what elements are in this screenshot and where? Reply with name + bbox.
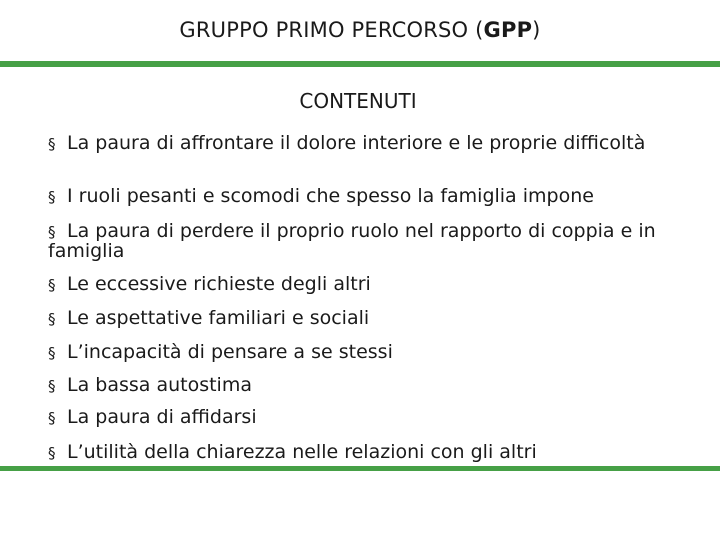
top-divider <box>0 61 720 67</box>
section-title: CONTENUTI <box>299 89 417 113</box>
list-item-text: La bassa autostima <box>67 374 252 396</box>
list-item <box>48 134 668 154</box>
bullet-icon: § <box>48 188 56 206</box>
bullet-icon: § <box>48 310 56 328</box>
list-item-text: I ruoli pesanti e scomodi che spesso la famiglia impone <box>67 185 594 207</box>
bullet-icon: § <box>48 344 56 362</box>
list-item-text: La paura di perdere il proprio ruolo nel rapporto di coppia e in famiglia <box>48 220 656 262</box>
list-item-text: La paura di affrontare il dolore interiore e le proprie difficoltà <box>67 132 646 154</box>
bullet-icon: § <box>48 135 56 153</box>
title-suffix: ) <box>532 18 541 42</box>
list-item-text: La paura di affidarsi <box>67 406 257 428</box>
bullet-icon: § <box>48 223 56 241</box>
list-item-text: Le aspettative familiari e sociali <box>67 307 370 329</box>
list-item <box>48 343 668 363</box>
list-item <box>48 309 668 329</box>
list-item <box>48 222 668 261</box>
list-item <box>48 408 668 428</box>
bullet-icon: § <box>48 377 56 395</box>
list-item <box>48 443 668 463</box>
list-item-text: Le eccessive richieste degli altri <box>67 273 371 295</box>
bullet-icon: § <box>48 444 56 462</box>
page-title <box>0 18 720 42</box>
list-item-text: L’incapacità di pensare a se stessi <box>67 341 393 363</box>
list-item-text: L’utilità della chiarezza nelle relazioni con gli altri <box>67 441 537 463</box>
list-item <box>48 275 668 295</box>
bullet-icon: § <box>48 276 56 294</box>
list-item <box>48 187 668 207</box>
bullet-icon: § <box>48 409 56 427</box>
title-prefix: GRUPPO PRIMO PERCORSO ( <box>179 18 484 42</box>
list-item <box>48 376 668 396</box>
title-acronym: GPP <box>483 18 533 42</box>
bottom-divider <box>0 466 720 471</box>
